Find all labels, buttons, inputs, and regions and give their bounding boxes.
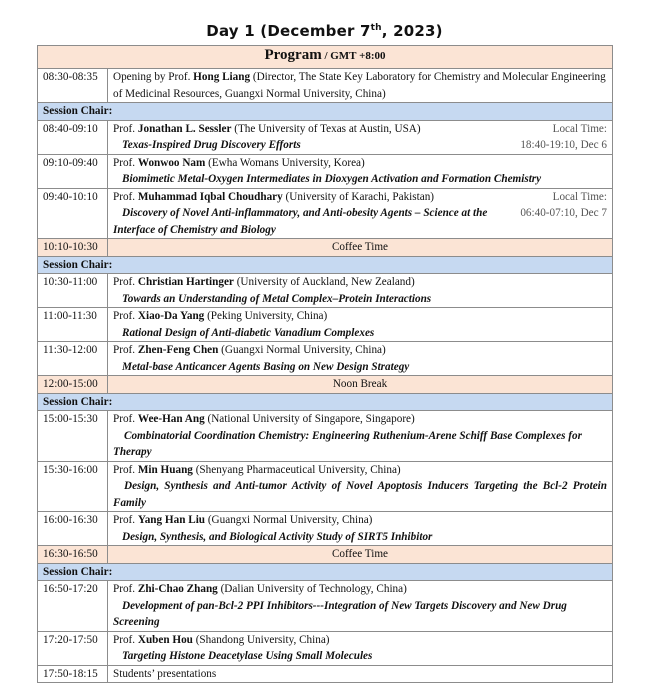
speaker-affiliation: (University of Karachi, Pakistan): [282, 190, 435, 203]
speaker-affiliation: (Guangxi Normal University, China): [218, 344, 386, 356]
talk-cell: [108, 154, 613, 188]
talk-row: [38, 342, 613, 376]
talk-row: [38, 512, 613, 546]
local-time-value: 06:40-07:10, Dec 7: [520, 207, 607, 219]
talk-cell: [108, 120, 613, 154]
talk-row: [38, 308, 613, 342]
time-cell: 10:10-10:30: [38, 239, 108, 257]
talk-title: Texas-Inspired Drug Discovery Efforts: [122, 139, 301, 151]
title-superscript: th: [370, 23, 382, 33]
prof-prefix: Prof.: [113, 413, 138, 425]
speaker-affiliation: (University of Auckland, New Zealand): [233, 276, 415, 288]
prof-prefix: Prof.: [113, 310, 138, 322]
time-cell: 15:00-15:30: [38, 411, 108, 462]
speaker-affiliation: (Guangxi Normal University, China): [205, 514, 373, 526]
time-cell: 12:00-15:00: [38, 376, 108, 394]
time-cell: 17:50-18:15: [38, 665, 108, 683]
talk-title: Design, Synthesis and Anti-tumor Activity of Novel Apoptosis Inducers Targeting the Bcl-2 Protein Family: [113, 480, 607, 509]
talk-title: Combinatorial Coordination Chemistry: Engineering Ruthenium-Arene Schiff Base Complexes for Therapy: [113, 429, 582, 458]
talk-title: Metal-base Anticancer Agents Basing on New Design Strategy: [122, 360, 410, 373]
page-title: [0, 22, 649, 40]
talk-cell: [108, 188, 613, 239]
speaker-affiliation: (The University of Texas at Austin, USA): [231, 122, 421, 135]
time-cell: 17:20-17:50: [38, 631, 108, 665]
speaker-name: Zhen-Feng Chen: [137, 344, 219, 356]
speaker-name: Xiao-Da Yang: [137, 310, 205, 322]
time-cell: 08:40-09:10: [38, 120, 108, 154]
speaker-affiliation: (Ewha Womans University, Korea): [205, 156, 365, 169]
session-chair-label: Session Chair:: [38, 103, 613, 121]
talk-row: [38, 188, 613, 239]
local-time-value: 18:40-19:10, Dec 6: [520, 139, 607, 151]
speaker-affiliation: (Shandong University, China): [192, 633, 330, 646]
talk-cell: [108, 461, 613, 512]
prof-prefix: Prof.: [113, 156, 138, 169]
talk-row: [38, 120, 613, 154]
break-row: [38, 376, 613, 394]
session-chair-row: [38, 103, 613, 121]
session-chair-row: [38, 393, 613, 411]
time-cell: 09:40-10:10: [38, 188, 108, 239]
talk-row: [38, 581, 613, 632]
time-cell: 10:30-11:00: [38, 274, 108, 308]
speaker-affiliation: (National University of Singapore, Singapore): [204, 413, 415, 425]
speaker-name: Christian Hartinger: [137, 276, 234, 288]
talk-row: [38, 461, 613, 512]
talk-title: Design, Synthesis, and Biological Activity Study of SIRT5 Inhibitor: [122, 530, 433, 543]
students-row: [38, 665, 613, 683]
speaker-name: Jonathan L. Sessler: [137, 122, 232, 135]
program-table: [37, 45, 613, 683]
speaker-name: Yang Han Liu: [137, 514, 206, 526]
session-chair-label: Session Chair:: [38, 393, 613, 411]
speaker-affiliation: (Director, The State Key Laboratory for Chemistry and Molecular Engineering of Medicinal Resources, Guangxi Normal University, China): [113, 71, 606, 100]
local-time-label: Local Time:: [552, 122, 607, 135]
speaker-affiliation: (Peking University, China): [204, 310, 328, 322]
talk-title: Rational Design of Anti-diabetic Vanadium Complexes: [122, 326, 375, 339]
speaker-name: Zhi-Chao Zhang: [137, 583, 218, 595]
talk-cell: [108, 631, 613, 665]
speaker-name: Wee-Han Ang: [137, 413, 205, 425]
speaker-name: Hong Liang: [193, 71, 251, 83]
talk-title: Towards an Understanding of Metal Complex–Protein Interactions: [122, 292, 432, 305]
speaker-affiliation: (Shenyang Pharmaceutical University, China): [192, 463, 401, 476]
opening-row: [38, 69, 613, 103]
time-cell: 11:30-12:00: [38, 342, 108, 376]
prof-prefix: Prof.: [113, 276, 138, 288]
opening-prefix: Opening by Prof.: [113, 71, 194, 83]
time-cell: 08:30-08:35: [38, 69, 108, 103]
talk-title: Development of pan-Bcl-2 PPI Inhibitors---Integration of New Targets Discovery and New Drug Screening: [113, 599, 567, 628]
break-row: [38, 239, 613, 257]
talk-row: [38, 631, 613, 665]
session-chair-row: [38, 563, 613, 581]
time-cell: 11:00-11:30: [38, 308, 108, 342]
talk-title: Targeting Histone Deacetylase Using Small Molecules: [122, 650, 373, 662]
students-label: Students’ presentations: [108, 665, 613, 683]
prof-prefix: Prof.: [113, 122, 138, 135]
talk-row: [38, 274, 613, 308]
prof-prefix: Prof.: [113, 344, 138, 356]
session-chair-row: [38, 256, 613, 274]
prof-prefix: Prof.: [113, 514, 138, 526]
time-cell: 15:30-16:00: [38, 461, 108, 512]
talk-title: Discovery of Novel Anti-inflammatory, and Anti-obesity Agents – Science at the Interface of Chemistry and Biology: [113, 207, 488, 236]
program-header-row: [38, 46, 613, 69]
talk-cell: [108, 411, 613, 462]
break-label: Coffee Time: [108, 546, 613, 564]
talk-cell: [108, 308, 613, 342]
speaker-name: Wonwoo Nam: [137, 156, 206, 169]
prof-prefix: Prof.: [113, 583, 138, 595]
talk-cell: [108, 274, 613, 308]
talk-row: [38, 411, 613, 462]
talk-row: [38, 154, 613, 188]
talk-cell: [108, 512, 613, 546]
speaker-name: Xuben Hou: [137, 633, 193, 646]
prof-prefix: Prof.: [113, 463, 138, 476]
opening-cell: [108, 69, 613, 103]
time-cell: 16:00-16:30: [38, 512, 108, 546]
program-label: Program: [264, 47, 322, 63]
talk-cell: [108, 342, 613, 376]
session-chair-label: Session Chair:: [38, 563, 613, 581]
session-chair-label: Session Chair:: [38, 256, 613, 274]
timezone-label: / GMT +8:00: [321, 50, 386, 62]
speaker-name: Min Huang: [137, 463, 193, 476]
time-cell: 16:30-16:50: [38, 546, 108, 564]
break-row: [38, 546, 613, 564]
title-text: Day 1 (December 7: [206, 22, 371, 40]
title-year: , 2023): [381, 22, 443, 40]
time-cell: 09:10-09:40: [38, 154, 108, 188]
talk-title: Biomimetic Metal-Oxygen Intermediates in Dioxygen Activation and Formation Chemistry: [122, 173, 542, 185]
prof-prefix: Prof.: [113, 190, 138, 203]
program-header: [38, 46, 613, 69]
talk-cell: [108, 581, 613, 632]
speaker-name: Muhammad Iqbal Choudhary: [137, 190, 283, 203]
prof-prefix: Prof.: [113, 633, 138, 646]
local-time-label: Local Time:: [552, 190, 607, 203]
speaker-affiliation: (Dalian University of Technology, China): [217, 583, 407, 595]
break-label: Coffee Time: [108, 239, 613, 257]
break-label: Noon Break: [108, 376, 613, 394]
time-cell: 16:50-17:20: [38, 581, 108, 632]
